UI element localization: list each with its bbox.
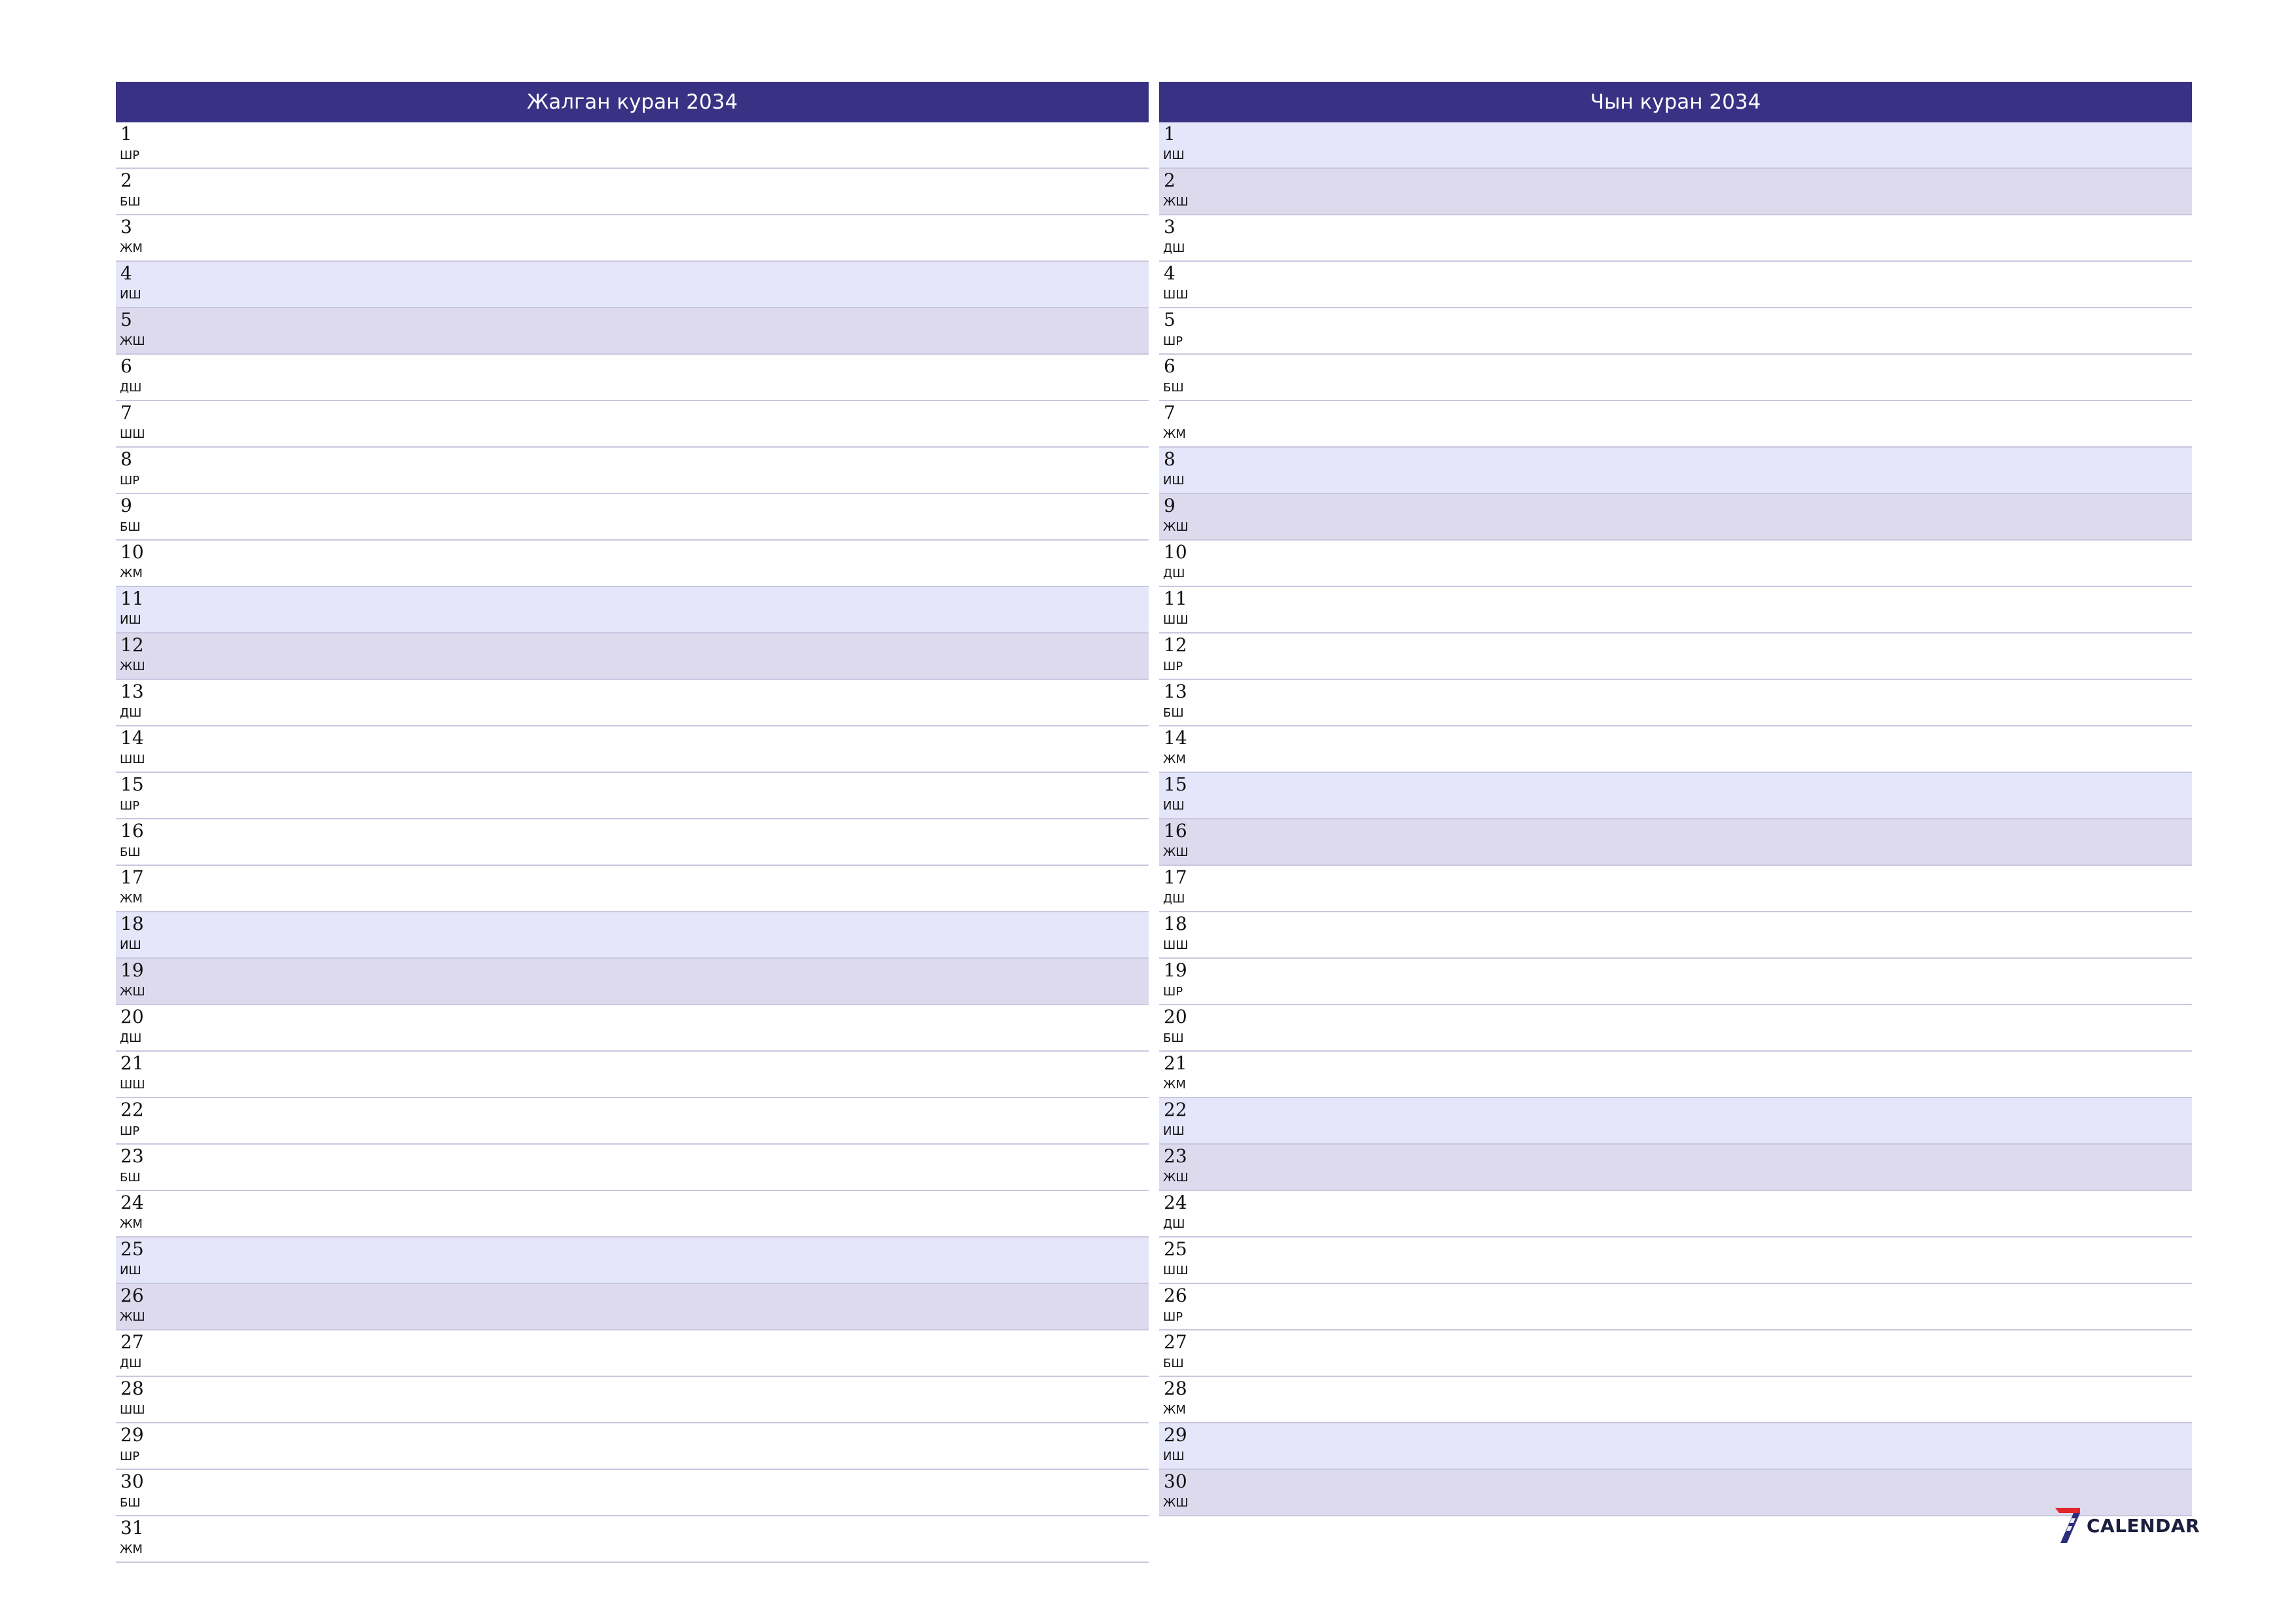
day-of-week: ЖМ — [120, 892, 143, 906]
day-number: 3 — [1164, 216, 1175, 238]
day-of-week: ШР — [120, 1124, 140, 1138]
day-row — [116, 215, 1149, 262]
day-row — [116, 1377, 1149, 1423]
day-number: 11 — [1164, 588, 1187, 609]
day-number: 25 — [1164, 1238, 1187, 1260]
day-of-week: ИШ — [120, 1264, 141, 1277]
day-row — [116, 448, 1149, 494]
day-number: 25 — [120, 1238, 144, 1260]
day-of-week: ДШ — [120, 1031, 142, 1045]
day-of-week: ШР — [1163, 334, 1183, 348]
day-number: 9 — [120, 495, 132, 516]
day-of-week: ЖШ — [1163, 520, 1189, 534]
day-row — [116, 819, 1149, 866]
day-row — [1159, 680, 2192, 726]
day-number: 1 — [1164, 123, 1175, 145]
day-number: 5 — [120, 309, 132, 330]
day-of-week: ДШ — [120, 381, 142, 395]
day-of-week: БШ — [120, 520, 141, 534]
day-number: 26 — [1164, 1285, 1187, 1306]
day-row — [116, 633, 1149, 680]
day-row — [1159, 401, 2192, 448]
day-of-week: ЖШ — [1163, 195, 1189, 209]
day-row — [1159, 1470, 2192, 1516]
day-row — [116, 587, 1149, 633]
day-of-week: ИШ — [120, 938, 141, 952]
day-of-week: ЖМ — [1163, 1403, 1186, 1417]
day-row — [1159, 866, 2192, 912]
day-number: 18 — [1164, 913, 1187, 935]
day-of-week: ШР — [120, 799, 140, 813]
day-row — [1159, 587, 2192, 633]
day-row — [1159, 773, 2192, 819]
day-of-week: ДШ — [1163, 892, 1185, 906]
day-of-week: БШ — [120, 195, 141, 209]
day-of-week: ИШ — [120, 613, 141, 627]
day-row — [1159, 1284, 2192, 1330]
day-number: 22 — [1164, 1099, 1187, 1120]
day-of-week: ЖМ — [120, 1217, 143, 1231]
day-row — [1159, 1005, 2192, 1052]
day-number: 24 — [120, 1192, 144, 1213]
day-row — [116, 1191, 1149, 1238]
day-row — [1159, 494, 2192, 541]
day-of-week: ШР — [1163, 660, 1183, 673]
day-number: 28 — [120, 1378, 144, 1399]
day-row — [1159, 122, 2192, 169]
day-number: 12 — [120, 634, 144, 656]
day-row — [116, 169, 1149, 215]
day-of-week: ЖШ — [1163, 846, 1189, 859]
day-number: 8 — [1164, 448, 1175, 470]
day-of-week: ИШ — [1163, 1450, 1185, 1463]
day-row — [116, 1145, 1149, 1191]
day-number: 23 — [1164, 1145, 1187, 1167]
day-row — [1159, 215, 2192, 262]
day-of-week: ШР — [1163, 1310, 1183, 1324]
day-of-week: ЖШ — [1163, 1496, 1189, 1510]
day-number: 2 — [120, 169, 132, 191]
day-number: 3 — [120, 216, 132, 238]
day-row — [1159, 1423, 2192, 1470]
day-row — [116, 1423, 1149, 1470]
day-number: 17 — [120, 866, 144, 888]
day-row — [1159, 448, 2192, 494]
day-of-week: ШР — [120, 149, 140, 162]
day-row — [1159, 541, 2192, 587]
day-row — [1159, 1330, 2192, 1377]
day-row — [116, 355, 1149, 401]
day-number: 21 — [120, 1052, 144, 1074]
day-number: 16 — [120, 820, 144, 842]
day-row — [1159, 1377, 2192, 1423]
month-february — [1159, 82, 2192, 1516]
day-of-week: ЖШ — [120, 985, 145, 999]
day-number: 30 — [1164, 1471, 1187, 1492]
seven-calendar-logo-icon — [2054, 1507, 2081, 1544]
day-of-week: ИШ — [1163, 149, 1185, 162]
day-number: 17 — [1164, 866, 1187, 888]
day-of-week: ШШ — [1163, 288, 1189, 302]
day-row — [116, 680, 1149, 726]
day-row — [116, 122, 1149, 169]
day-of-week: БШ — [120, 1171, 141, 1185]
day-number: 29 — [120, 1424, 144, 1446]
month-january — [116, 82, 1149, 1563]
day-of-week: ЖМ — [120, 1543, 143, 1556]
day-of-week: ИШ — [1163, 799, 1185, 813]
day-number: 22 — [120, 1099, 144, 1120]
day-of-week: БШ — [120, 846, 141, 859]
day-number: 19 — [1164, 959, 1187, 981]
day-number: 14 — [1164, 727, 1187, 749]
day-of-week: ЖМ — [1163, 1078, 1186, 1092]
day-row — [116, 773, 1149, 819]
day-of-week: ШШ — [120, 1078, 145, 1092]
day-list — [116, 122, 1149, 1563]
day-of-week: ДШ — [120, 706, 142, 720]
day-of-week: ЖШ — [120, 660, 145, 673]
month-title: Чын куран 2034 — [1159, 82, 2192, 122]
day-number: 10 — [120, 541, 144, 563]
day-number: 10 — [1164, 541, 1187, 563]
day-number: 9 — [1164, 495, 1175, 516]
day-row — [1159, 912, 2192, 959]
day-number: 26 — [120, 1285, 144, 1306]
day-number: 18 — [120, 913, 144, 935]
day-row — [1159, 262, 2192, 308]
day-row — [116, 308, 1149, 355]
day-of-week: ШШ — [120, 753, 145, 766]
day-row — [1159, 959, 2192, 1005]
day-of-week: ШР — [1163, 985, 1183, 999]
day-row — [1159, 1098, 2192, 1145]
day-number: 29 — [1164, 1424, 1187, 1446]
day-of-week: ШШ — [120, 427, 145, 441]
day-number: 6 — [120, 355, 132, 377]
day-number: 21 — [1164, 1052, 1187, 1074]
day-number: 7 — [120, 402, 132, 423]
day-number: 4 — [120, 262, 132, 284]
day-row — [116, 1330, 1149, 1377]
day-row — [116, 959, 1149, 1005]
day-number: 15 — [1164, 774, 1187, 795]
day-row — [1159, 1052, 2192, 1098]
day-number: 23 — [120, 1145, 144, 1167]
day-of-week: ЖШ — [1163, 1171, 1189, 1185]
day-row — [1159, 819, 2192, 866]
day-of-week: БШ — [1163, 381, 1184, 395]
day-number: 13 — [1164, 681, 1187, 702]
day-of-week: ШШ — [1163, 1264, 1189, 1277]
day-row — [1159, 633, 2192, 680]
day-row — [116, 1284, 1149, 1330]
month-title: Жалган куран 2034 — [116, 82, 1149, 122]
day-number: 27 — [120, 1331, 144, 1353]
day-number: 7 — [1164, 402, 1175, 423]
day-of-week: БШ — [1163, 1357, 1184, 1370]
day-row — [116, 1052, 1149, 1098]
day-number: 28 — [1164, 1378, 1187, 1399]
day-of-week: ЖШ — [120, 334, 145, 348]
day-of-week: БШ — [1163, 1031, 1184, 1045]
day-number: 11 — [120, 588, 144, 609]
day-number: 20 — [1164, 1006, 1187, 1027]
day-row — [116, 494, 1149, 541]
day-row — [1159, 1145, 2192, 1191]
day-of-week: ЖМ — [120, 567, 143, 580]
day-number: 13 — [120, 681, 144, 702]
day-of-week: ЖМ — [1163, 427, 1186, 441]
day-of-week: ИШ — [120, 288, 141, 302]
brand-logo — [2054, 1507, 2200, 1544]
day-number: 31 — [120, 1517, 144, 1539]
day-row — [116, 1238, 1149, 1284]
day-number: 15 — [120, 774, 144, 795]
day-row — [116, 262, 1149, 308]
day-row — [116, 912, 1149, 959]
day-row — [116, 1516, 1149, 1563]
day-of-week: ШШ — [1163, 613, 1189, 627]
day-row — [1159, 726, 2192, 773]
day-number: 12 — [1164, 634, 1187, 656]
day-of-week: ИШ — [1163, 474, 1185, 488]
day-number: 20 — [120, 1006, 144, 1027]
day-number: 19 — [120, 959, 144, 981]
day-row — [1159, 1191, 2192, 1238]
day-row — [116, 541, 1149, 587]
day-row — [116, 1098, 1149, 1145]
day-number: 4 — [1164, 262, 1175, 284]
day-row — [116, 726, 1149, 773]
day-row — [1159, 355, 2192, 401]
day-row — [116, 401, 1149, 448]
day-number: 5 — [1164, 309, 1175, 330]
day-of-week: ДШ — [1163, 241, 1185, 255]
day-row — [1159, 308, 2192, 355]
day-number: 1 — [120, 123, 132, 145]
day-of-week: ИШ — [1163, 1124, 1185, 1138]
day-of-week: ДШ — [1163, 1217, 1185, 1231]
day-of-week: ШШ — [120, 1403, 145, 1417]
day-number: 27 — [1164, 1331, 1187, 1353]
day-row — [1159, 169, 2192, 215]
day-of-week: ЖМ — [1163, 753, 1186, 766]
day-row — [116, 1005, 1149, 1052]
day-of-week: ЖШ — [120, 1310, 145, 1324]
day-number: 8 — [120, 448, 132, 470]
day-of-week: ДШ — [120, 1357, 142, 1370]
day-of-week: ШШ — [1163, 938, 1189, 952]
day-row — [116, 1470, 1149, 1516]
day-of-week: ДШ — [1163, 567, 1185, 580]
day-number: 2 — [1164, 169, 1175, 191]
day-of-week: ШР — [120, 1450, 140, 1463]
day-number: 6 — [1164, 355, 1175, 377]
day-of-week: БШ — [120, 1496, 141, 1510]
logo-text: CALENDAR — [2087, 1514, 2200, 1537]
day-number: 14 — [120, 727, 144, 749]
day-of-week: ЖМ — [120, 241, 143, 255]
day-row — [1159, 1238, 2192, 1284]
day-of-week: БШ — [1163, 706, 1184, 720]
day-of-week: ШР — [120, 474, 140, 488]
day-list — [1159, 122, 2192, 1516]
day-number: 24 — [1164, 1192, 1187, 1213]
day-row — [116, 866, 1149, 912]
day-number: 16 — [1164, 820, 1187, 842]
day-number: 30 — [120, 1471, 144, 1492]
